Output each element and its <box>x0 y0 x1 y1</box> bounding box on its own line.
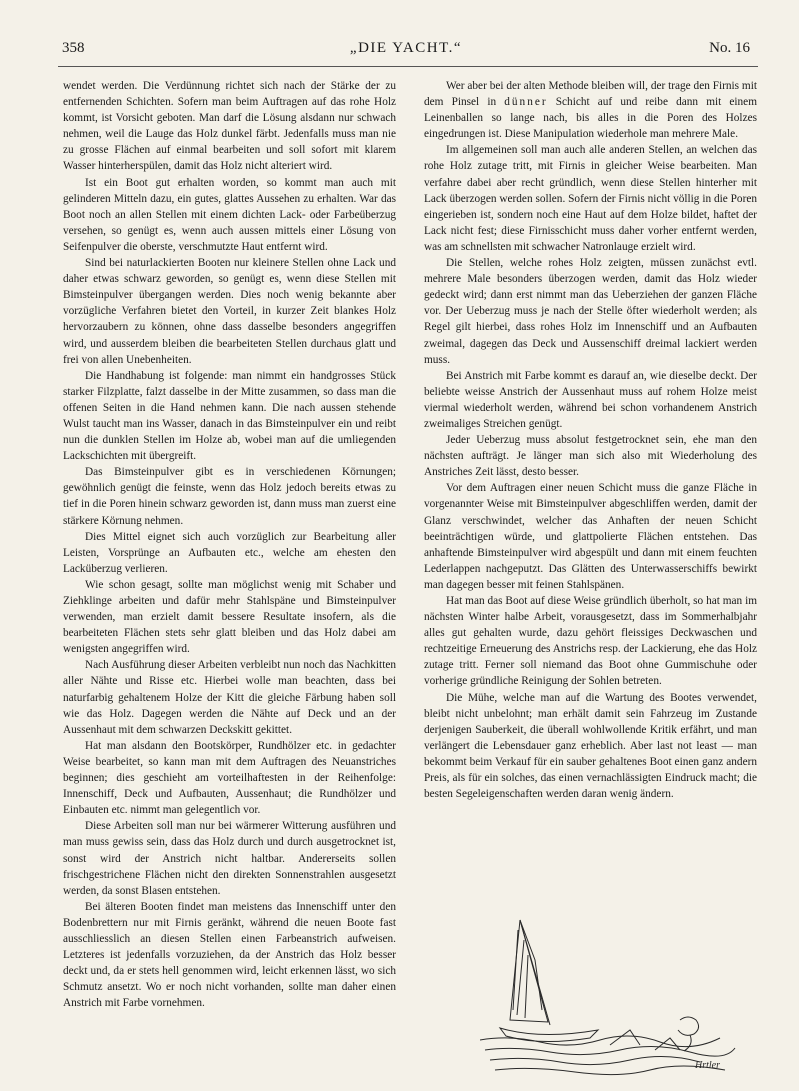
paragraph: Bei Anstrich mit Farbe kommt es darauf an, wie dieselbe deckt. Der beliebte weisse Anstrich der Aussenhaut muss auf rohem Holze meist viermal wiederholt werden, während bei schon vorhandenem Anstrich zweimaliges Streichen genügt. <box>424 369 757 430</box>
paragraph: Die Stellen, welche rohes Holz zeigten, müssen zunächst evtl. mehrere Male besonders überzogen werden, damit das Holz wieder gedeckt wird; dann erst nimmt man das Ueberziehen der ganzen Fläche vor. Der Ueberzug muss je nach der Stelle öfter wiederholt werden; als Regel gilt hierbei, dass rohes Holz im Innenschiff und an Aufbauten zweimal, dagegen das Deck und Aussenschiff dreimal lackiert werden muss. <box>424 257 757 366</box>
spaced-emphasis: dünner <box>504 96 548 109</box>
paragraph: Im allgemeinen soll man auch alle anderen Stellen, an welchen das rohe Holz zutage tritt, mit Firnis in gleicher Weise bearbeiten. Man verfahre dabei aber recht gründlich, wenn diese Stellen hinterher mit Lack überzogen werden sollen. Sofern der Firnis nicht völlig in die Poren eingerieben ist, sondern noch eine Haut auf dem Holze bildet, haftet der Lack nicht fest; diese Firnisschicht muss daher vorher entfernt werden, was am schnellsten mit schwacher Natronlauge erzielt wird. <box>424 144 757 253</box>
paragraph: Die Mühe, welche man auf die Wartung des Bootes verwendet, bleibt nicht unbelohnt; man erhält damit sein Fahrzeug im Zustande derjenigen Sauberkeit, die überall wohlwollende Kritik erfährt, und man verlängert die Lebensdauer ganz erheblich. Aber last not least — man bekommt beim Verkauf für ein sauber gehaltenes Boot einen ganz andern Preis, als für ein solches, das einen vernachlässigten Eindruck macht; die besten Segeleigenschaften werden daran wenig ändern. <box>424 691 757 801</box>
journal-title: „DIE YACHT.“ <box>349 40 463 56</box>
paragraph: wendet werden. Die Verdünnung richtet sich nach der Stärke der zu entfernenden Schichten. Sofern man beim Auftragen auf das rohe Holz kommt, ist Vorsicht geboten. Man darf die Lösung alsdann nur schwach nehmen, weil die Lauge das Holz dunkel färbt. Jedenfalls muss man nie zu grosse Flächen auf einmal bearbeiten und soll sofort mit klarem Wasser hinterherspülen, damit das Holz nicht alteriert wird. <box>63 80 396 173</box>
paragraph: Nach Ausführung dieser Arbeiten verbleibt nun noch das Nachkitten aller Nähte und Risse etc. Hierbei wolle man beachten, dass bei naturfarbig gehaltenem Holze der Kitt die gleiche Färbung haben soll wie das Holz. Dagegen werden die Nähte auf Deck und an der Aussenhaut mit dem schwarzen Deckskitt gekittet. <box>63 659 396 736</box>
paragraph: Diese Arbeiten soll man nur bei wärmerer Witterung ausführen und man muss gewiss sein, dass das Holz durch und durch ausgetrocknet ist, sonst wird der Anstrich nicht haltbar. Andererseits sollen frischgestrichene Flächen nicht den direkten Sonnenstrahlen ausgesetzt werden, da sonst Blasen entstehen. <box>63 820 396 897</box>
paragraph: Wer aber bei der alten Methode bleiben will, der trage den Firnis mit dem Pinsel in dünner Schicht auf und reibe dann mit einem Leinenballen so lange nach, bis alles in die Poren des Holzes eingedrungen ist. Diese Manipulation wiederhole man mehrere Male. <box>424 80 757 141</box>
right-column <box>424 78 757 802</box>
page-header <box>56 38 756 62</box>
header-rule <box>58 66 758 67</box>
paragraph: Vor dem Auftragen einer neuen Schicht muss die ganze Fläche in vorgenannter Weise mit Bimsteinpulver abgeschliffen werden, damit der Glanz verschwindet, welcher das Anhaften der neuen Schicht beeinträchtigen würde, und glattpolierte Flächen entstehen. Das anhaftende Bimsteinpulver wird abgespült und dann mit einem feuchten Lederlappen nachgeputzt. Das Glätten des Unterwasserschiffs bewirkt man dagegen besser mit feinen Stahlspänen. <box>424 482 757 591</box>
paragraph: Die Handhabung ist folgende: man nimmt ein handgrosses Stück starker Filzplatte, falzt dasselbe in der Mitte zusammen, so dass man die offenen Seiten in die Hand nehmen kann. Die nach aussen stehende Wulst taucht man ins Wasser, danach in das Bimsteinpulver ein und reibt nun die dunklen Stellen im Holze ab, wobei man auf die umliegenden Lackschichten mit übergreift. <box>63 369 396 463</box>
paragraph: Hat man alsdann den Bootskörper, Rundhölzer etc. in gedachter Weise bearbeitet, so kann man mit dem Auftragen des Neuanstriches beginnen; dies geschieht am vorteilhaftesten in der Reihenfolge: Innenschiff, Deck und Aufbauten, Aussenhaut; die Rundhölzer und Einbauten etc. nimmt man gelegentlich vor. <box>63 739 396 817</box>
artist-signature: Hrtler <box>695 1060 720 1071</box>
paragraph: Bei älteren Booten findet man meistens das Innenschiff unter den Bodenbrettern nur mit Firnis geränkt, während die neuen Boote fast ausschliesslich an diesen Stellen einen Farbeanstrich aufweisen. Letzteres ist jedenfalls vorzuziehen, da der Anstrich das Holz besser deckt und, da er stets hell genommen wird, leicht erkennen lässt, wo sich Schmutz ansetzt. Wo er noch nicht vorhanden, sollte man daher einen Anstrich mit Farbe vornehmen. <box>63 900 396 1010</box>
paragraph: Das Bimsteinpulver gibt es in verschiedenen Körnungen; gewöhnlich genügt die feinste, wenn das Holz jedoch bereits etwas zu tief in die Poren hinein schwarz geworden ist, dann muss man zuerst eine stärkere Körnung nehmen. <box>63 466 396 527</box>
paragraph: Ist ein Boot gut erhalten worden, so kommt man auch mit gelinderen Mitteln dazu, ein gutes, glattes Aussehen zu erhalten. War das Boot noch an allen Stellen mit einem dichten Lack- oder Farbeüberzug versehen, so genügt es, wenn auch aussen mittels einer Lösung von Seifenpulver die oberste, verschmutzte Haut entfernt wird. <box>63 176 396 253</box>
page-number: 358 <box>62 40 85 56</box>
sailboat-sketch-icon <box>480 900 740 1080</box>
paragraph: Dies Mittel eignet sich auch vorzüglich zur Bearbeitung aller Leisten, Vorsprünge an Aufbauten etc., welche am ehesten den Lacküberzug verlieren. <box>63 530 396 575</box>
paragraph: Hat man das Boot auf diese Weise gründlich überholt, so hat man im nächsten Winter halbe Arbeit, vorausgesetzt, dass im Sommerhalbjahr alles gut gehalten wurde, dazu gehört fleissiges Deckwaschen und rechtzeitige Erneuerung des Anstrichs resp. der Lackierung, ehe das Holz zutage tritt. Ferner soll niemand das Boot ohne Gummischuhe oder vorherige gründliche Reinigung der Sohlen betreten. <box>424 595 757 688</box>
left-column <box>63 78 396 1011</box>
paragraph: Wie schon gesagt, sollte man möglichst wenig mit Schaber und Ziehklinge arbeiten und dafür mehr Stahlspäne und Bimsteinpulver verwenden, man erzielt damit bessere Resultate insofern, als die bearbeiteten Flächen stets sehr glatt bleiben und das Holz dabei am wenigsten angegriffen wird. <box>63 578 396 656</box>
paragraph: Jeder Ueberzug muss absolut festgetrocknet sein, ehe man den nächsten aufträgt. Je länger man sich also mit Wiederholung des Anstriches Zeit lässt, desto besser. <box>424 434 757 479</box>
paragraph: Sind bei naturlackierten Booten nur kleinere Stellen ohne Lack und daher etwas schwarz geworden, so genügt es, wenn diese Stellen mit Bimsteinpulver übergangen werden. Dies noch wenig bekannte aber vorzügliche Verfahren bietet den Vorteil, in kurzer Zeit blankes Holz hervorzaubern zu können, ohne dass dasselbe besonders angegriffen wird, und ausserdem bleiben die bearbeiteten Stellen durchaus glatt und frei von allen Unebenheiten. <box>63 257 396 366</box>
issue-number: No. 16 <box>709 40 750 56</box>
